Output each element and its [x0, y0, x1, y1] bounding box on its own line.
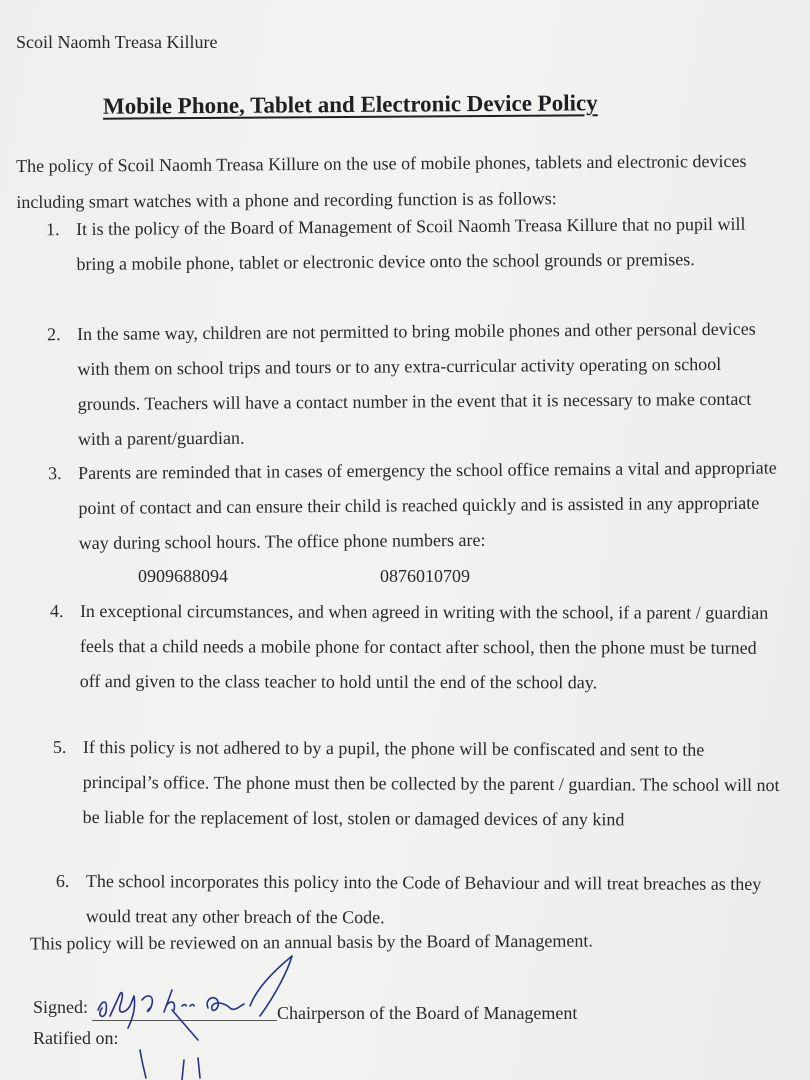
handwritten-signature — [80, 950, 300, 1080]
policy-item-number: 5. — [52, 736, 67, 757]
policy-item-text: Parents are reminded that in cases of emergency the school office remains a vital and appropriate point of contact and can ensure their child is reached quickly and is assisted in any appropriate way during school hours. The office phone numbers are: — [78, 457, 777, 553]
policy-item-text: In exceptional circumstances, and when agreed in writing with the school, if a parent / guardian feels that a child needs a mobile phone for contact after school, then the phone must be turned off and given to the class teacher to hold until the end of the school day. — [79, 601, 769, 693]
chairperson-label: Chairperson of the Board of Management — [277, 1003, 578, 1023]
ratified-label: Ratified on: — [33, 1028, 119, 1048]
policy-item-number: 4. — [49, 600, 64, 621]
policy-item-number: 1. — [46, 219, 60, 240]
policy-item-number: 3. — [48, 463, 62, 484]
review-statement: This policy will be reviewed on an annual basis by the Board of Management. — [29, 930, 593, 954]
policy-item-4 — [49, 594, 780, 701]
policy-item-number: 2. — [47, 324, 61, 345]
policy-item-5 — [52, 730, 783, 838]
policy-item-2 — [47, 312, 778, 457]
document-title: Mobile Phone, Tablet and Electronic Device Policy — [102, 90, 598, 119]
policy-item-6 — [55, 864, 786, 937]
policy-item-text: It is the policy of the Board of Management of Scoil Naomh Treasa Killure that no pupil will bring a mobile phone, tablet or electronic device onto the school grounds or premises. — [76, 213, 746, 274]
policy-item-1 — [46, 207, 777, 282]
policy-item-text: In the same way, children are not permitted to bring mobile phones and other personal devices with them on school trips and tours or to any extra-curricular activity operating on school grounds. Teachers will have a contact number in the event that it is necessary to make contact with a parent/guardian. — [77, 318, 756, 449]
intro-paragraph: The policy of Scoil Naomh Treasa Killure on the use of mobile phones, tablets and electronic devices including smart watches with a phone and recording function is as follows: — [16, 150, 747, 212]
office-phone-1: 0909688094 — [138, 566, 228, 586]
policy-item-3 — [48, 451, 779, 561]
signed-label: Signed: — [33, 997, 89, 1017]
policy-item-text: If this policy is not adhered to by a pupil, the phone will be confiscated and sent to the principal’s office. The phone must then be collected by the parent / guardian. The school will not be liable for the replacement of lost, stolen or damaged devices of any kind — [82, 736, 780, 830]
policy-item-number: 6. — [55, 870, 70, 891]
policy-item-text: The school incorporates this policy into the Code of Behaviour and will treat breaches as they would treat any other breach of the Code. — [85, 870, 762, 928]
school-name: Scoil Naomh Treasa Killure — [16, 32, 218, 52]
office-phone-2: 0876010709 — [380, 566, 470, 586]
